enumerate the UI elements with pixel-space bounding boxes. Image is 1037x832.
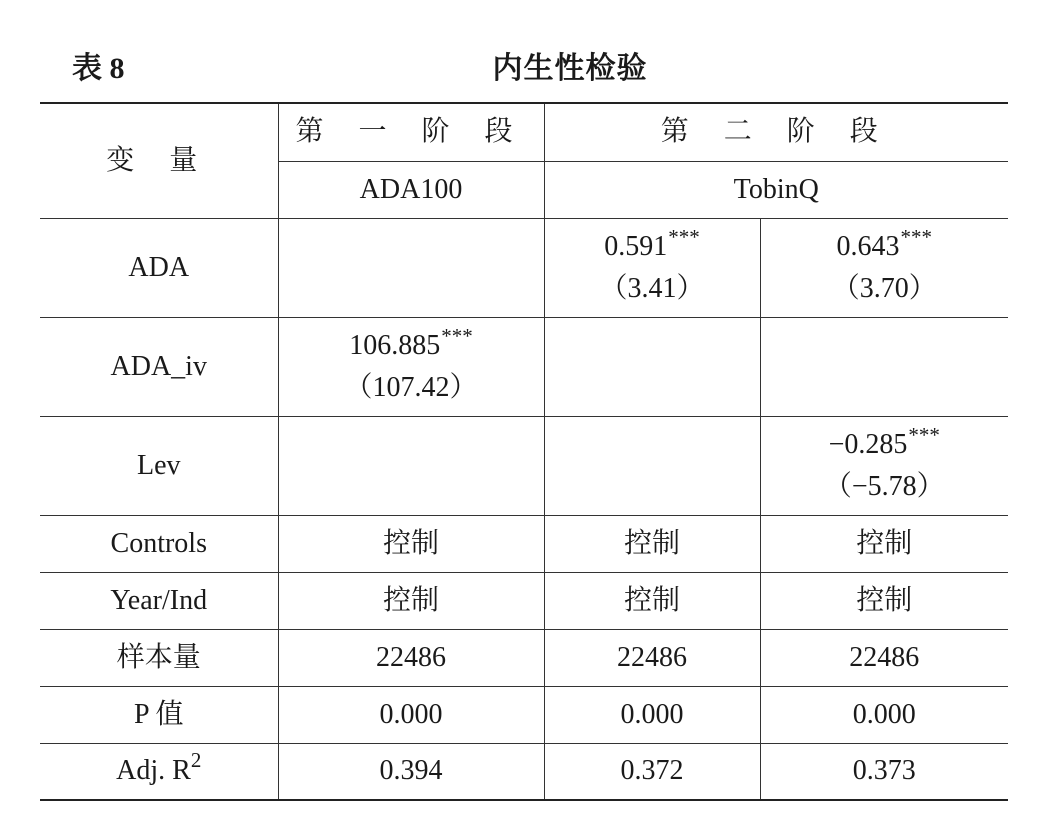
cell-ada-col3: [760, 218, 1008, 317]
table-row-lev: [40, 416, 1008, 515]
row-label: 样本量: [40, 629, 278, 686]
table-title: 内生性检验: [492, 52, 648, 85]
row-label: Lev: [40, 416, 278, 515]
cell-lev-col3: [760, 416, 1008, 515]
t-stat: （3.41）: [599, 272, 705, 304]
header-row-stage: [40, 103, 1008, 161]
header-variable: 变 量: [40, 103, 278, 218]
coef-value: 106.885: [349, 329, 441, 361]
cell-ada-col1: [278, 218, 544, 317]
cell-sample-size-col1: 22486: [278, 629, 544, 686]
row-label: ADA: [40, 218, 278, 317]
table-row-p-value: [40, 686, 1008, 743]
cell-sample-size-col2: 22486: [544, 629, 760, 686]
cell-adj-r2-col1: 0.394: [278, 743, 544, 800]
adj-r2-superscript: 2: [190, 748, 202, 773]
coef-value: 0.643: [836, 230, 900, 262]
cell-year-ind-col1: 控制: [278, 572, 544, 629]
header-depvar-stage1: ADA100: [278, 161, 544, 218]
cell-controls-col3: 控制: [760, 515, 1008, 572]
table-number: 表 8: [72, 52, 125, 85]
row-label: Controls: [40, 515, 278, 572]
regression-table: [40, 102, 1008, 801]
coef-value: 0.591: [604, 230, 668, 262]
cell-lev-col2: [544, 416, 760, 515]
significance-stars: ***: [900, 224, 932, 249]
table-row-controls: [40, 515, 1008, 572]
header-stage2: 第 二 阶 段: [544, 103, 1008, 161]
table-row-ada: [40, 218, 1008, 317]
table-caption: [40, 44, 1008, 94]
cell-controls-col2: 控制: [544, 515, 760, 572]
cell-year-ind-col2: 控制: [544, 572, 760, 629]
cell-p-value-col1: 0.000: [278, 686, 544, 743]
cell-adj-r2-col3: 0.373: [760, 743, 1008, 800]
row-label: P 值: [40, 686, 278, 743]
cell-sample-size-col3: 22486: [760, 629, 1008, 686]
cell-ada-iv-col1: [278, 317, 544, 416]
significance-stars: ***: [908, 422, 940, 447]
table-row-ada-iv: [40, 317, 1008, 416]
significance-stars: ***: [441, 323, 473, 348]
cell-p-value-col2: 0.000: [544, 686, 760, 743]
cell-ada-col2: [544, 218, 760, 317]
row-label: [40, 743, 278, 800]
t-stat: （3.70）: [831, 272, 937, 304]
table-row-adj-r2: [40, 743, 1008, 800]
header-depvar-stage2: TobinQ: [544, 161, 1008, 218]
coef-value: −0.285: [828, 428, 908, 460]
cell-controls-col1: 控制: [278, 515, 544, 572]
cell-ada-iv-col2: [544, 317, 760, 416]
cell-year-ind-col3: 控制: [760, 572, 1008, 629]
table-row-sample-size: [40, 629, 1008, 686]
t-stat: （−5.78）: [823, 470, 945, 502]
row-label: ADA_iv: [40, 317, 278, 416]
cell-p-value-col3: 0.000: [760, 686, 1008, 743]
t-stat: （107.42）: [344, 371, 478, 403]
adj-r2-label: Adj. R: [116, 755, 191, 787]
table-row-year-ind: [40, 572, 1008, 629]
row-label: Year/Ind: [40, 572, 278, 629]
significance-stars: ***: [668, 224, 700, 249]
cell-lev-col1: [278, 416, 544, 515]
cell-adj-r2-col2: 0.372: [544, 743, 760, 800]
header-stage1: 第 一 阶 段: [278, 103, 544, 161]
cell-ada-iv-col3: [760, 317, 1008, 416]
